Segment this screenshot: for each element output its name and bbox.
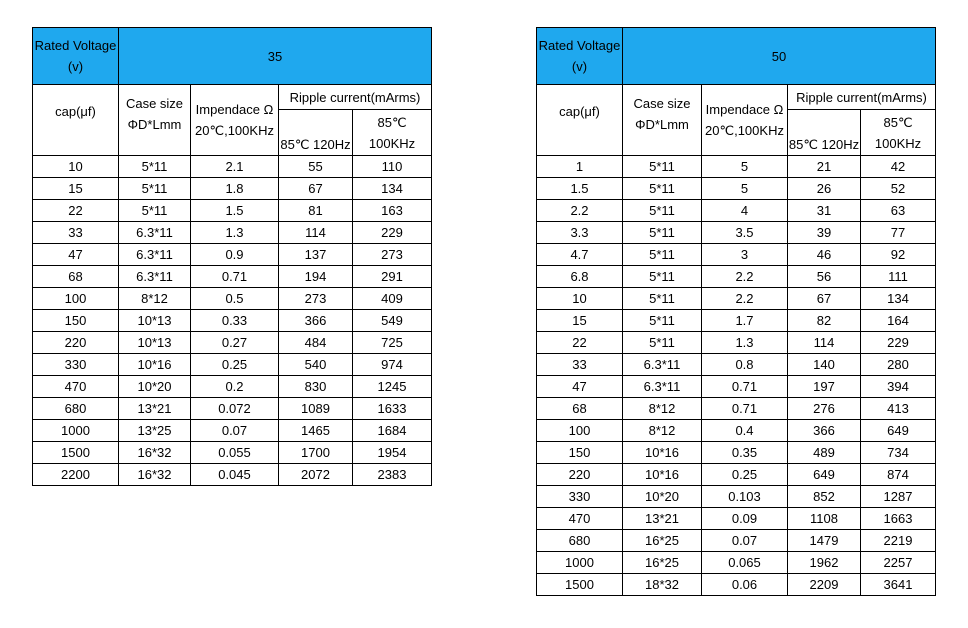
- ripple-120hz-cell: 1700: [279, 442, 353, 464]
- case-size-cell: 10*16: [623, 442, 702, 464]
- ripple-100khz-cell: 92: [861, 244, 936, 266]
- ripple-120hz-cell: 830: [279, 376, 353, 398]
- table-row: [33, 200, 432, 222]
- table-row: [537, 398, 936, 420]
- cap-cell: 10: [33, 156, 119, 178]
- ripple-100khz-cell: 163: [353, 200, 432, 222]
- ripple-120hz-cell: 194: [279, 266, 353, 288]
- ripple-100khz-cell: 52: [861, 178, 936, 200]
- table-row: [537, 244, 936, 266]
- cap-cell: 33: [33, 222, 119, 244]
- case-size-cell: 6.3*11: [119, 244, 191, 266]
- ripple-120hz-cell: 39: [788, 222, 861, 244]
- ripple-100khz-cell: 1287: [861, 486, 936, 508]
- case-size-cell: 5*11: [623, 222, 702, 244]
- ripple-120hz-header: 85℃ 120Hz: [279, 110, 353, 156]
- impedance-cell: 1.3: [191, 222, 279, 244]
- impedance-header: [191, 85, 279, 156]
- cap-cell: 15: [33, 178, 119, 200]
- cap-cell: 2200: [33, 464, 119, 486]
- case-size-cell: 13*21: [623, 508, 702, 530]
- table-row: [537, 222, 936, 244]
- cap-cell: 33: [537, 354, 623, 376]
- ripple-120hz-cell: 21: [788, 156, 861, 178]
- table-row: [33, 266, 432, 288]
- cap-cell: 6.8: [537, 266, 623, 288]
- cap-cell: 3.3: [537, 222, 623, 244]
- table-row: [537, 178, 936, 200]
- cap-cell: 100: [537, 420, 623, 442]
- ripple-120hz-cell: 197: [788, 376, 861, 398]
- case-size-cell: 10*16: [119, 354, 191, 376]
- case-size-cell: 5*11: [623, 178, 702, 200]
- ripple-100khz-cell: 3641: [861, 574, 936, 596]
- ripple-100khz-cell: 1245: [353, 376, 432, 398]
- case-size-cell: 6.3*11: [623, 376, 702, 398]
- ripple-100khz-cell: 77: [861, 222, 936, 244]
- case-size-cell: 5*11: [623, 266, 702, 288]
- table-body: [537, 156, 936, 596]
- table-row: [537, 288, 936, 310]
- ripple-120hz-cell: 114: [788, 332, 861, 354]
- rated-voltage-label: Rated Voltage: [538, 38, 621, 53]
- impedance-cell: 0.06: [702, 574, 788, 596]
- ripple-120hz-cell: 540: [279, 354, 353, 376]
- cap-cell: 1500: [537, 574, 623, 596]
- table-row: [537, 508, 936, 530]
- impedance-cell: 1.8: [191, 178, 279, 200]
- impedance-label: Impendace Ω: [195, 102, 274, 117]
- impedance-cell: 0.055: [191, 442, 279, 464]
- ripple-100khz-cell: 42: [861, 156, 936, 178]
- ripple-100khz-cell: 649: [861, 420, 936, 442]
- ripple-120hz-cell: 56: [788, 266, 861, 288]
- ripple-120hz-cell: 489: [788, 442, 861, 464]
- impedance-cell: 3: [702, 244, 788, 266]
- cap-header: cap(μf): [33, 85, 119, 156]
- ripple-100khz-cell: 134: [861, 288, 936, 310]
- cap-cell: 22: [33, 200, 119, 222]
- cap-cell: 1000: [33, 420, 119, 442]
- impedance-cell: 0.27: [191, 332, 279, 354]
- cap-cell: 1000: [537, 552, 623, 574]
- ripple-100khz-cell: 2383: [353, 464, 432, 486]
- ripple-100khz-cell: 2257: [861, 552, 936, 574]
- impedance-condition: 20℃,100KHz: [705, 123, 784, 138]
- case-size-cell: 10*16: [623, 464, 702, 486]
- impedance-label: Impendace Ω: [705, 102, 784, 117]
- table-row: [537, 442, 936, 464]
- ripple-100khz-cell: 164: [861, 310, 936, 332]
- table-row: [537, 486, 936, 508]
- ripple-120hz-cell: 67: [279, 178, 353, 200]
- cap-cell: 330: [537, 486, 623, 508]
- case-size-cell: 6.3*11: [119, 266, 191, 288]
- impedance-cell: 0.33: [191, 310, 279, 332]
- impedance-cell: 0.07: [191, 420, 279, 442]
- case-size-cell: 10*13: [119, 310, 191, 332]
- cap-cell: 330: [33, 354, 119, 376]
- ripple-120hz-cell: 1479: [788, 530, 861, 552]
- ripple-120hz-cell: 649: [788, 464, 861, 486]
- impedance-cell: 5: [702, 178, 788, 200]
- case-size-cell: 5*11: [119, 178, 191, 200]
- ripple-100khz-cell: 110: [353, 156, 432, 178]
- ripple-100khz-header: [861, 110, 936, 156]
- ripple-120hz-cell: 276: [788, 398, 861, 420]
- table-row: [537, 574, 936, 596]
- ripple-100khz-cell: 229: [861, 332, 936, 354]
- ripple-100khz-temp: 85℃: [883, 114, 913, 130]
- cap-cell: 1.5: [537, 178, 623, 200]
- ripple-100khz-cell: 280: [861, 354, 936, 376]
- table-row: [33, 354, 432, 376]
- ripple-100khz-cell: 291: [353, 266, 432, 288]
- rated-voltage-unit: (v): [571, 59, 588, 74]
- cap-cell: 68: [537, 398, 623, 420]
- rated-voltage-header: [33, 28, 119, 85]
- case-size-header: [623, 85, 702, 156]
- table-row: [537, 332, 936, 354]
- ripple-120hz-cell: 366: [279, 310, 353, 332]
- impedance-cell: 2.2: [702, 266, 788, 288]
- ripple-100khz-cell: 273: [353, 244, 432, 266]
- table-row: [537, 310, 936, 332]
- impedance-cell: 2.2: [702, 288, 788, 310]
- impedance-cell: 0.045: [191, 464, 279, 486]
- case-size-cell: 16*25: [623, 552, 702, 574]
- table-row: [33, 178, 432, 200]
- case-size-cell: 5*11: [623, 200, 702, 222]
- ripple-100khz-cell: 734: [861, 442, 936, 464]
- table-row: [33, 288, 432, 310]
- case-size-cell: 5*11: [623, 288, 702, 310]
- table-row: [33, 464, 432, 486]
- ripple-100khz-cell: 2219: [861, 530, 936, 552]
- table-row: [33, 332, 432, 354]
- ripple-120hz-cell: 46: [788, 244, 861, 266]
- table-row: [537, 464, 936, 486]
- cap-cell: 100: [33, 288, 119, 310]
- impedance-cell: 0.25: [702, 464, 788, 486]
- ripple-120hz-cell: 366: [788, 420, 861, 442]
- ripple-120hz-cell: 137: [279, 244, 353, 266]
- ripple-120hz-cell: 140: [788, 354, 861, 376]
- ripple-120hz-cell: 2209: [788, 574, 861, 596]
- ripple-120hz-cell: 273: [279, 288, 353, 310]
- case-size-header: [119, 85, 191, 156]
- cap-cell: 1500: [33, 442, 119, 464]
- table-row: [537, 266, 936, 288]
- table-row: [33, 156, 432, 178]
- table-row: [33, 244, 432, 266]
- cap-cell: 470: [537, 508, 623, 530]
- ripple-120hz-cell: 67: [788, 288, 861, 310]
- table-body: [33, 156, 432, 486]
- impedance-cell: 0.8: [702, 354, 788, 376]
- ripple-120hz-cell: 82: [788, 310, 861, 332]
- case-size-cell: 5*11: [119, 156, 191, 178]
- cap-cell: 470: [33, 376, 119, 398]
- ripple-120hz-header: 85℃ 120Hz: [788, 110, 861, 156]
- case-size-cell: 8*12: [623, 420, 702, 442]
- case-size-cell: 5*11: [119, 200, 191, 222]
- ripple-100khz-cell: 394: [861, 376, 936, 398]
- impedance-cell: 0.9: [191, 244, 279, 266]
- table-row: [33, 398, 432, 420]
- ripple-100khz-cell: 974: [353, 354, 432, 376]
- rated-voltage-unit: (v): [67, 59, 84, 74]
- impedance-cell: 0.072: [191, 398, 279, 420]
- cap-cell: 22: [537, 332, 623, 354]
- ripple-120hz-cell: 55: [279, 156, 353, 178]
- ripple-current-header: Ripple current(mArms): [279, 85, 432, 110]
- impedance-cell: 0.25: [191, 354, 279, 376]
- case-size-cell: 13*25: [119, 420, 191, 442]
- cap-header: cap(μf): [537, 85, 623, 156]
- ripple-100khz-cell: 549: [353, 310, 432, 332]
- table-row: [33, 376, 432, 398]
- voltage-value: 35: [119, 28, 432, 85]
- ripple-100khz-cell: 63: [861, 200, 936, 222]
- cap-cell: 220: [33, 332, 119, 354]
- table-row: [537, 376, 936, 398]
- ripple-120hz-cell: 2072: [279, 464, 353, 486]
- case-size-cell: 16*32: [119, 442, 191, 464]
- impedance-cell: 0.71: [191, 266, 279, 288]
- ripple-100khz-cell: 1663: [861, 508, 936, 530]
- table-row: [537, 552, 936, 574]
- cap-cell: 680: [537, 530, 623, 552]
- case-size-cell: 16*32: [119, 464, 191, 486]
- cap-cell: 15: [537, 310, 623, 332]
- case-size-cell: 6.3*11: [623, 354, 702, 376]
- impedance-cell: 0.5: [191, 288, 279, 310]
- ripple-100khz-cell: 134: [353, 178, 432, 200]
- impedance-cell: 1.5: [191, 200, 279, 222]
- ripple-100khz-header: [353, 110, 432, 156]
- table-row: [537, 354, 936, 376]
- case-size-cell: 6.3*11: [119, 222, 191, 244]
- cap-cell: 4.7: [537, 244, 623, 266]
- case-size-label: Case size: [125, 96, 184, 111]
- ripple-current-header: Ripple current(mArms): [788, 85, 936, 110]
- impedance-cell: 3.5: [702, 222, 788, 244]
- impedance-cell: 0.065: [702, 552, 788, 574]
- cap-cell: 680: [33, 398, 119, 420]
- impedance-cell: 0.35: [702, 442, 788, 464]
- ripple-120hz-cell: 1962: [788, 552, 861, 574]
- ripple-100khz-cell: 1954: [353, 442, 432, 464]
- ripple-120hz-cell: 1089: [279, 398, 353, 420]
- cap-cell: 10: [537, 288, 623, 310]
- ripple-100khz-cell: 409: [353, 288, 432, 310]
- case-size-unit: ΦD*Lmm: [635, 117, 689, 132]
- case-size-cell: 5*11: [623, 244, 702, 266]
- case-size-cell: 5*11: [623, 332, 702, 354]
- case-size-cell: 8*12: [623, 398, 702, 420]
- case-size-cell: 16*25: [623, 530, 702, 552]
- impedance-cell: 0.103: [702, 486, 788, 508]
- table-row: [537, 200, 936, 222]
- cap-cell: 220: [537, 464, 623, 486]
- impedance-cell: 4: [702, 200, 788, 222]
- ripple-120hz-cell: 81: [279, 200, 353, 222]
- cap-cell: 1: [537, 156, 623, 178]
- impedance-condition: 20℃,100KHz: [195, 123, 274, 138]
- ripple-100khz-freq: 100KHz: [368, 135, 416, 151]
- impedance-cell: 0.09: [702, 508, 788, 530]
- table-row: [33, 222, 432, 244]
- ripple-100khz-cell: 413: [861, 398, 936, 420]
- case-size-cell: 8*12: [119, 288, 191, 310]
- cap-cell: 150: [537, 442, 623, 464]
- ripple-120hz-cell: 31: [788, 200, 861, 222]
- spec-table-35v: [32, 27, 432, 486]
- case-size-cell: 10*13: [119, 332, 191, 354]
- ripple-120hz-cell: 114: [279, 222, 353, 244]
- case-size-unit: ΦD*Lmm: [127, 117, 182, 132]
- spec-table-50v: [536, 27, 936, 596]
- rated-voltage-label: Rated Voltage: [34, 38, 117, 53]
- case-size-cell: 10*20: [623, 486, 702, 508]
- table-row: [537, 156, 936, 178]
- ripple-100khz-cell: 1633: [353, 398, 432, 420]
- ripple-100khz-temp: 85℃: [377, 114, 407, 130]
- case-size-cell: 13*21: [119, 398, 191, 420]
- impedance-cell: 0.07: [702, 530, 788, 552]
- ripple-100khz-cell: 1684: [353, 420, 432, 442]
- table-row: [33, 442, 432, 464]
- ripple-100khz-freq: 100KHz: [874, 135, 922, 151]
- cap-cell: 2.2: [537, 200, 623, 222]
- ripple-120hz-cell: 1465: [279, 420, 353, 442]
- cap-cell: 68: [33, 266, 119, 288]
- ripple-120hz-cell: 484: [279, 332, 353, 354]
- rated-voltage-header: [537, 28, 623, 85]
- impedance-cell: 1.7: [702, 310, 788, 332]
- ripple-100khz-cell: 111: [861, 266, 936, 288]
- cap-cell: 47: [33, 244, 119, 266]
- ripple-100khz-cell: 229: [353, 222, 432, 244]
- table-row: [537, 530, 936, 552]
- impedance-cell: 0.4: [702, 420, 788, 442]
- impedance-cell: 2.1: [191, 156, 279, 178]
- impedance-cell: 5: [702, 156, 788, 178]
- case-size-cell: 18*32: [623, 574, 702, 596]
- case-size-label: Case size: [633, 96, 691, 111]
- case-size-cell: 5*11: [623, 310, 702, 332]
- ripple-100khz-cell: 874: [861, 464, 936, 486]
- ripple-100khz-cell: 725: [353, 332, 432, 354]
- voltage-value: 50: [623, 28, 936, 85]
- impedance-cell: 0.71: [702, 398, 788, 420]
- impedance-cell: 0.71: [702, 376, 788, 398]
- cap-cell: 150: [33, 310, 119, 332]
- ripple-120hz-cell: 852: [788, 486, 861, 508]
- table-row: [33, 420, 432, 442]
- ripple-120hz-cell: 26: [788, 178, 861, 200]
- ripple-120hz-cell: 1108: [788, 508, 861, 530]
- impedance-cell: 0.2: [191, 376, 279, 398]
- table-row: [33, 310, 432, 332]
- impedance-header: [702, 85, 788, 156]
- case-size-cell: 5*11: [623, 156, 702, 178]
- case-size-cell: 10*20: [119, 376, 191, 398]
- table-row: [537, 420, 936, 442]
- impedance-cell: 1.3: [702, 332, 788, 354]
- cap-cell: 47: [537, 376, 623, 398]
